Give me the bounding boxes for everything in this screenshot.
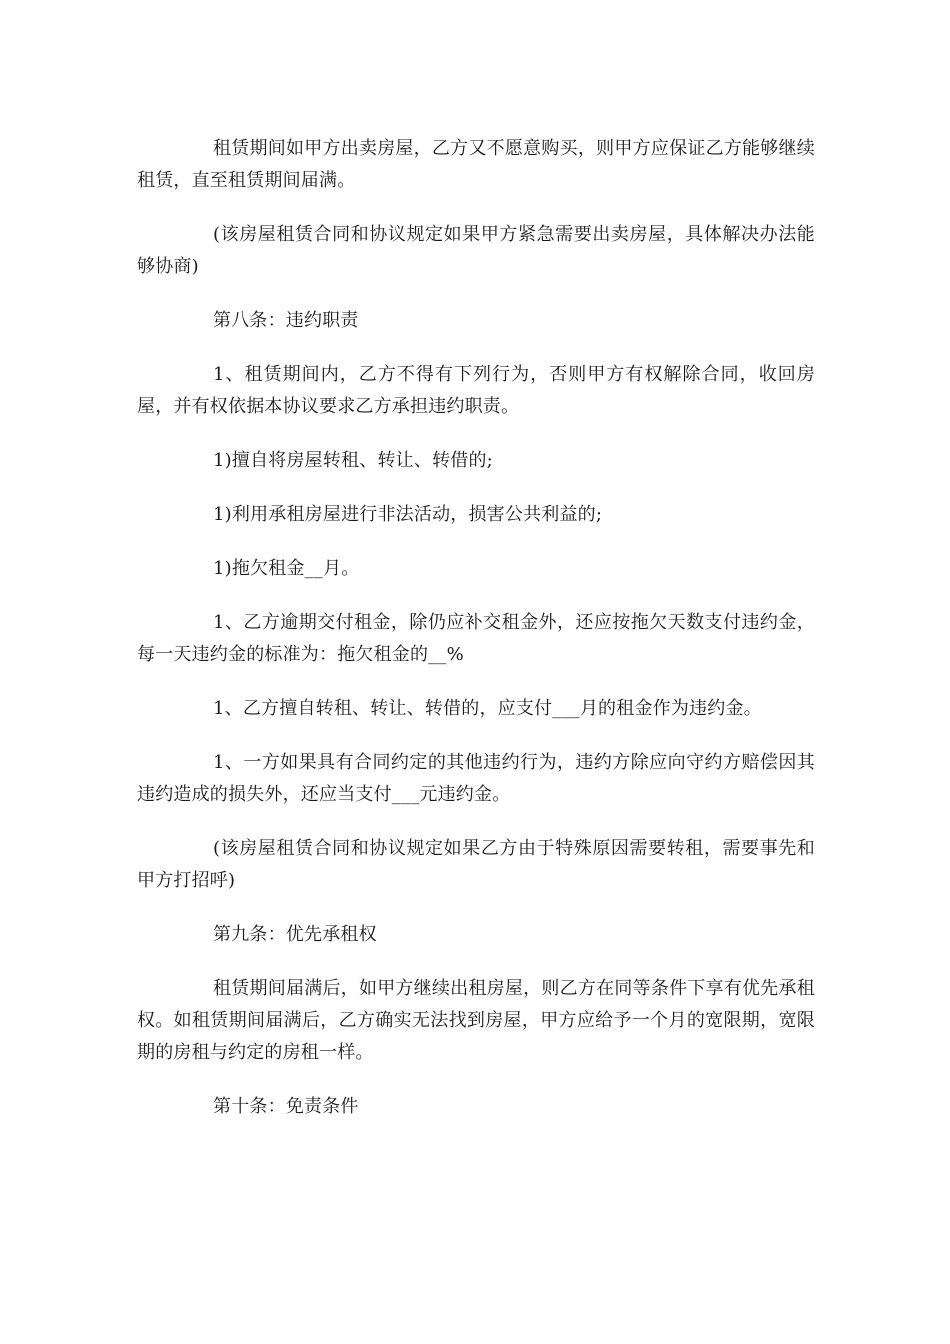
article-10-heading: 第十条：免责条件 [213, 1096, 359, 1117]
paragraph-breach-intro: 1、租赁期间内，乙方不得有下列行为，否则甲方有权解除合同，收回房屋，并有权依据本协议要求乙方承担违约职责。 [137, 364, 815, 417]
paragraph-note-sublet: (该房屋租赁合同和协议规定如果乙方由于特殊原因需要转租，需要事先和甲方打招呼) [137, 838, 815, 891]
paragraph-late-payment: 1、乙方逾期交付租金，除仍应补交租金外，还应按拖欠天数支付违约金，每一天违约金的标准为：拖欠租金的__% [137, 612, 815, 665]
article-9-heading: 第九条：优先承租权 [213, 924, 377, 945]
paragraph-sublet-penalty: 1、乙方擅自转租、转让、转借的，应支付___月的租金作为违约金。 [213, 698, 762, 719]
list-item-rent-arrears: 1)拖欠租金__月。 [213, 558, 360, 579]
list-item-illegal-use: 1)利用承租房屋进行非法活动，损害公共利益的; [213, 504, 603, 525]
paragraph-priority-lease: 租赁期间届满后，如甲方继续出租房屋，则乙方在同等条件下享有优先承租权。如租赁期间届满后，乙方确实无法找到房屋，甲方应给予一个月的宽限期，宽限期的房租与约定的房租一样。 [137, 978, 815, 1063]
paragraph-other-breach: 1、一方如果具有合同约定的其他违约行为，违约方除应向守约方赔偿因其违约造成的损失外，还应当支付___元违约金。 [137, 752, 815, 805]
paragraph-note-sale: (该房屋租赁合同和协议规定如果甲方紧急需要出卖房屋，具体解决办法能够协商) [137, 224, 815, 277]
article-8-heading: 第八条：违约职责 [213, 310, 359, 331]
paragraph-sale-during-lease: 租赁期间如甲方出卖房屋，乙方又不愿意购买，则甲方应保证乙方能够继续租赁，直至租赁期间届满。 [137, 138, 815, 191]
list-item-sublet: 1)擅自将房屋转租、转让、转借的; [213, 450, 493, 471]
document-page [137, 133, 815, 1145]
